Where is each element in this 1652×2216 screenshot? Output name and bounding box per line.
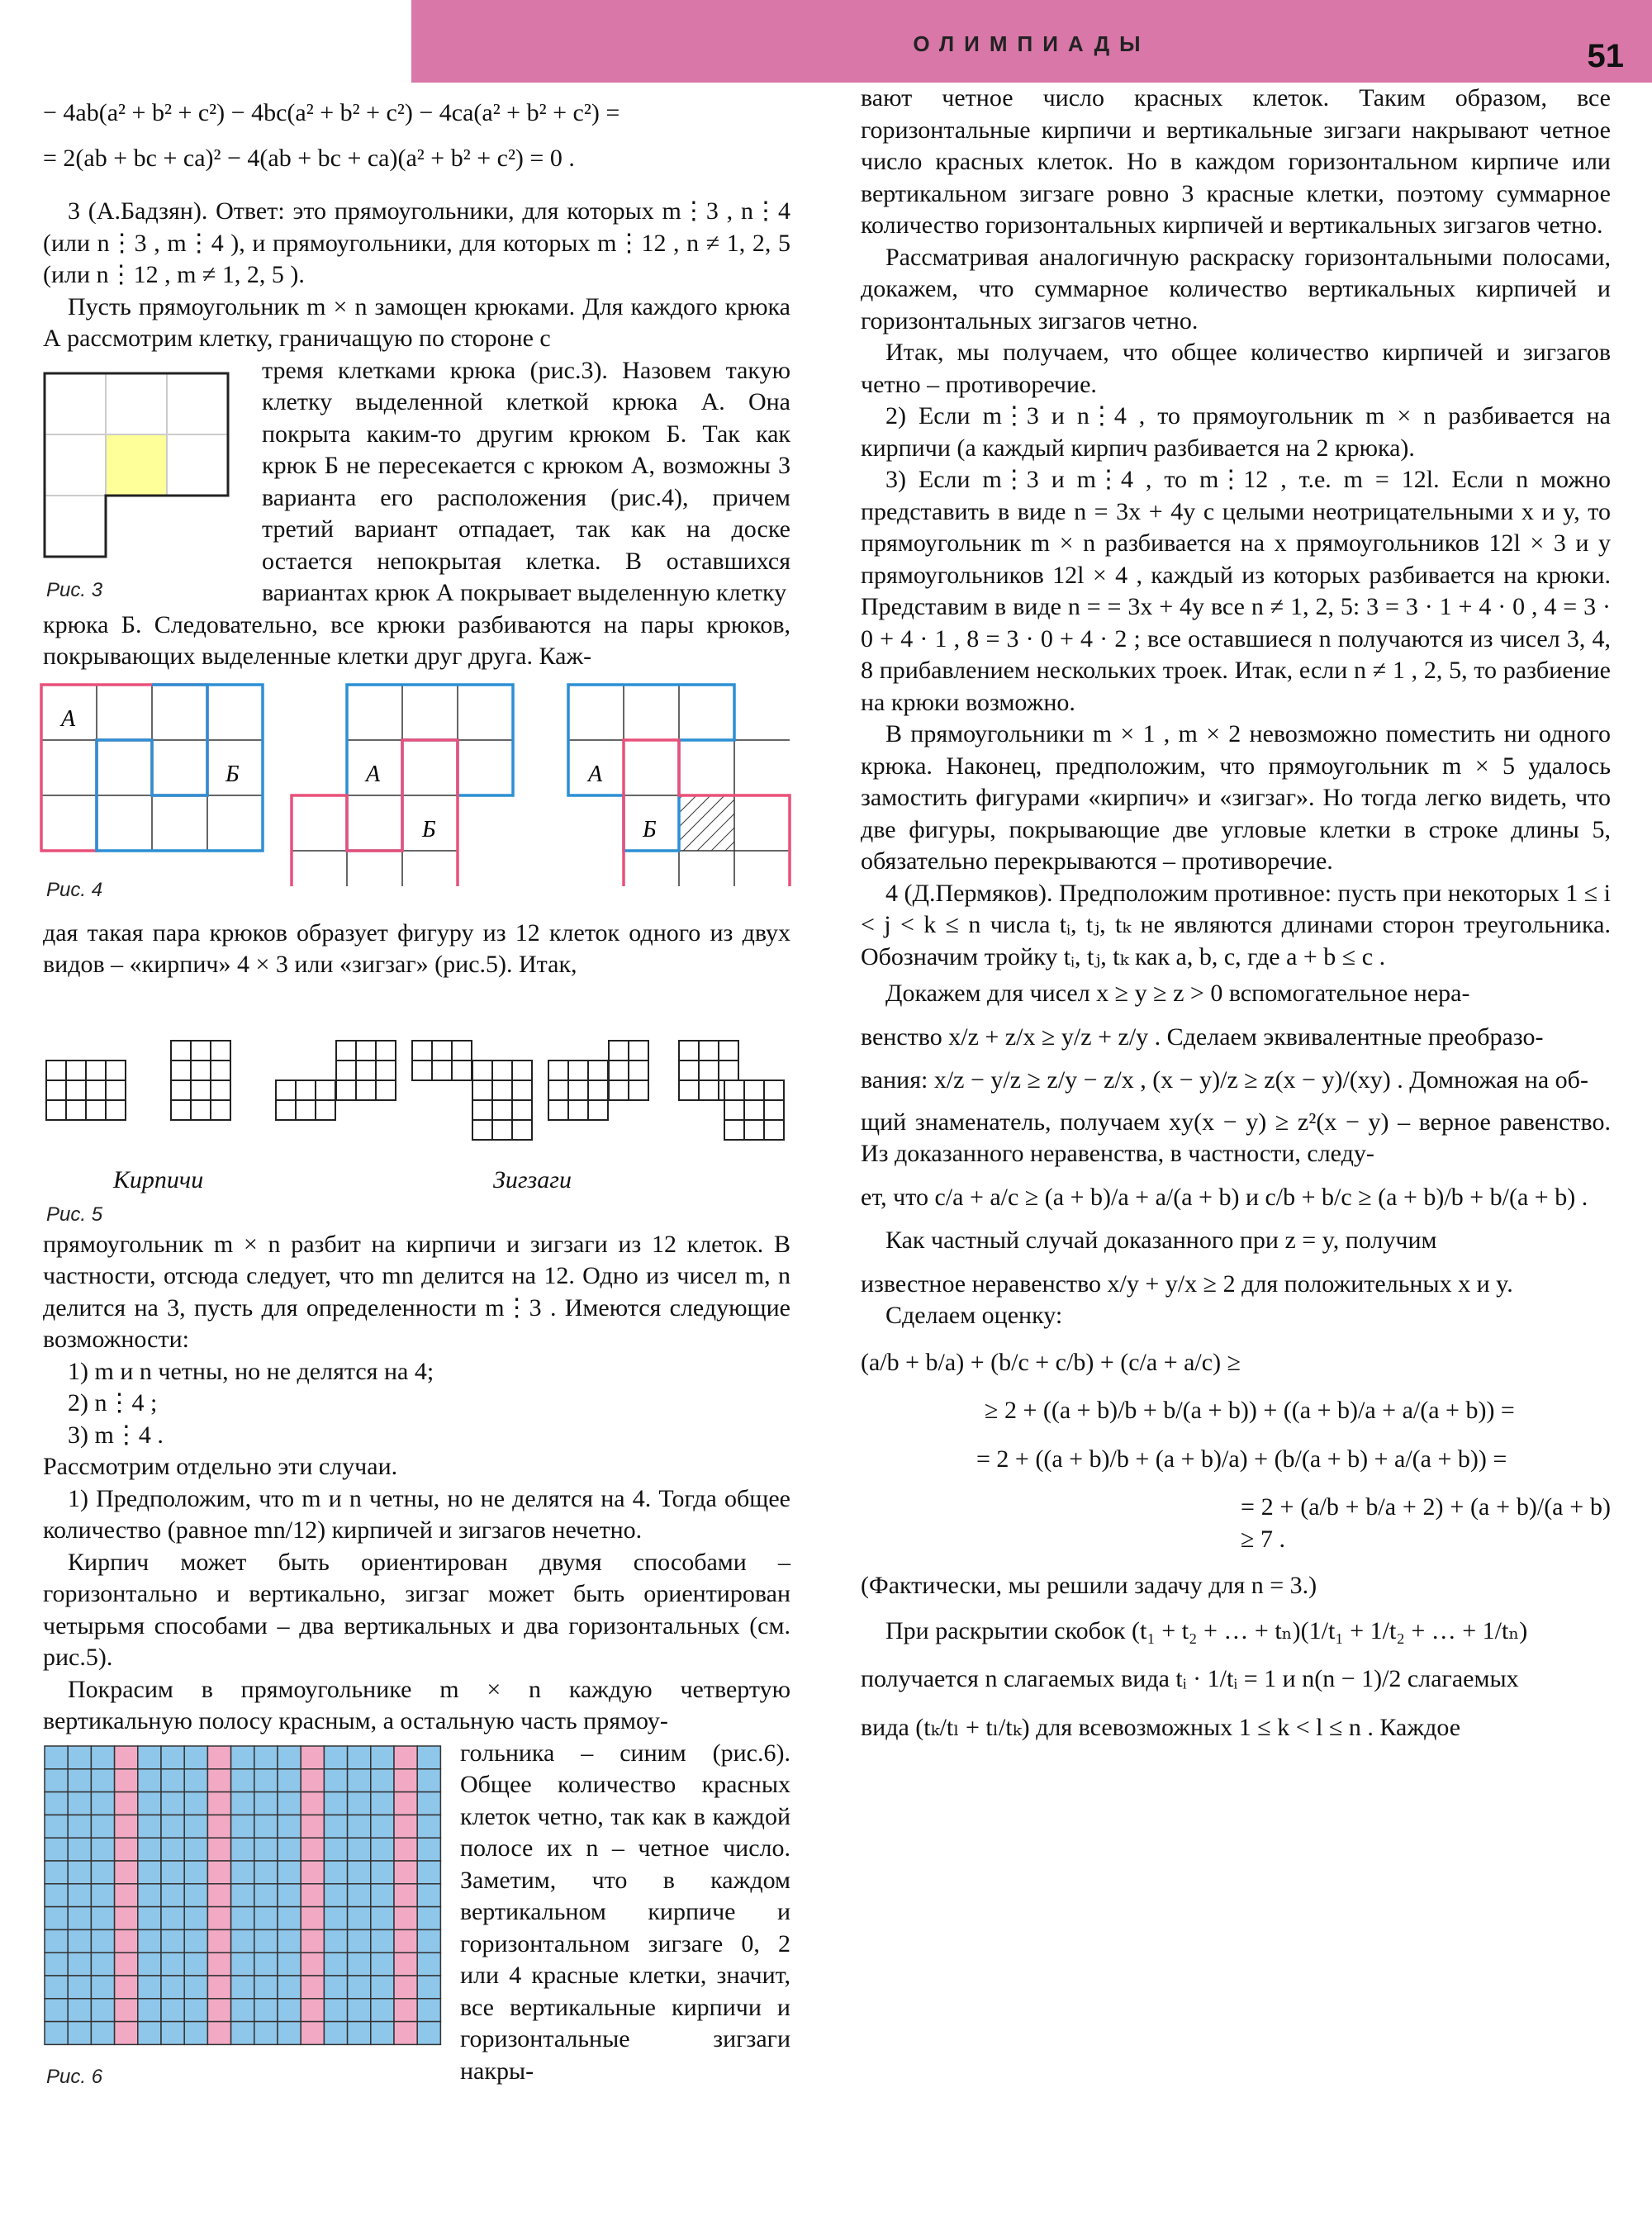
fig4-variant-3 <box>568 685 790 886</box>
fig6-cell <box>417 1861 440 1884</box>
fig6-cell <box>348 1929 371 1953</box>
fig5-zigzag-2a <box>412 1041 472 1080</box>
problem-4-pairs: вида (tₖ/tₗ + tₗ/tₖ) для всевозможных 1 ≤ k < l ≤ n . Каждое <box>861 1713 1461 1741</box>
fig6-cell <box>45 1906 68 1929</box>
fig6-cell <box>394 1906 417 1929</box>
fig6-cell <box>184 1953 207 1976</box>
fig4-label-a2: А <box>366 761 381 787</box>
problem-4-transform: вания: x/z − y/z ≥ z/y − z/x , (x − y)/z ≥ z(x − y)/(xy) . Домножая на об- <box>861 1066 1588 1094</box>
fig6-cell <box>301 1861 324 1884</box>
fig6-cell <box>348 1768 371 1791</box>
fig6-cell <box>91 1791 114 1815</box>
problem-4-expansion: При раскрытии скобок (t₁ + t₂ + … + tₙ)(1/t₁ + 1/t₂ + … + 1/tₙ) <box>885 1616 1528 1644</box>
fig6-cell <box>348 2021 371 2044</box>
fig6-cell <box>91 1746 114 1769</box>
fig6-cell <box>161 1998 184 2021</box>
fig6-caption: Рис. 6 <box>46 2065 103 2088</box>
fig6-cell <box>68 2021 91 2044</box>
fig6-wrap-block <box>43 1738 790 2101</box>
fig6-cell <box>348 1883 371 1906</box>
fig6-cell <box>394 2021 417 2044</box>
fig6-cell <box>394 1929 417 1953</box>
problem-3-text-8: Покрасим в прямоугольнике m × n каждую четвертую вертикальную полосу красным, а остальную часть прямоу- <box>43 1675 790 1734</box>
fig6-cell <box>207 1815 230 1838</box>
fig6-cell <box>278 1791 301 1815</box>
fig6-cell <box>371 1838 394 1861</box>
fig4-label-b2: Б <box>422 816 436 842</box>
fig6-cell <box>371 1861 394 1884</box>
fig6-cell <box>254 1815 278 1838</box>
fig6-cell <box>45 1976 68 1999</box>
fig6-cell <box>207 1768 230 1791</box>
fig6-cell <box>184 1768 207 1791</box>
problem-3-text-6: 1) Предположим, что m и n четны, но не делятся на 4. Тогда общее количество (равное mn/12) кирпичей и зигзагов нечетно. <box>43 1484 790 1544</box>
fig6-cell <box>115 1976 138 1999</box>
fig6-cell <box>68 1791 91 1815</box>
fig6-cell <box>138 1838 161 1861</box>
fig6-cell <box>324 1768 347 1791</box>
fig6-cell <box>68 1976 91 1999</box>
fig6-cell <box>417 1998 440 2021</box>
equation-line-2: = 2(ab + bc + ca)² − 4(ab + bc + ca)(a² + b² + c²) = 0 . <box>43 144 575 172</box>
fig6-cell <box>394 1976 417 1999</box>
fig6-cell <box>184 1976 207 1999</box>
fig6-cell <box>324 1953 347 1976</box>
fig6-cell <box>371 1815 394 1838</box>
fig6-cell <box>91 1906 114 1929</box>
fig6-cell <box>45 1768 68 1791</box>
fig6-cell <box>115 1815 138 1838</box>
fig6-cell <box>91 1768 114 1791</box>
fig6-cell <box>45 1838 68 1861</box>
fig6-cell <box>278 1883 301 1906</box>
fig6-cell <box>115 1838 138 1861</box>
problem-3-answer: 3 (А.Бадзян). Ответ: это прямоугольники, для которых m⋮3 , n⋮4 (или n⋮3 , m⋮4 ), и прямоугольники, для которых m⋮12 , n ≠ 1, 2, 5 (или n⋮12 , m ≠ 1, 2, 5 ). <box>43 197 790 288</box>
fig6-cell <box>254 1768 278 1791</box>
fig6-cell <box>231 1768 254 1791</box>
fig6-cell <box>231 1838 254 1861</box>
estimate-line-4: = 2 + (a/b + b/a + 2) + (a + b)/(a + b) ≥ 7 . <box>1241 1493 1611 1553</box>
fig6-cell <box>161 1768 184 1791</box>
problem-4-common-denom: щий знаменатель, получаем xy(x − y) ≥ z²(x − y) – верное равенство. Из доказанного неравенства, в частности, следу- <box>861 1108 1611 1167</box>
fig6-cell <box>68 1929 91 1953</box>
fig6-cell <box>231 1861 254 1884</box>
problem-4-lemma-ineq: венство x/z + z/x ≥ y/z + z/y . Сделаем эквивалентные преобразо- <box>861 1023 1544 1051</box>
fig6-cell <box>45 1953 68 1976</box>
fig6-cell <box>254 1998 278 2021</box>
fig6-cell <box>184 1791 207 1815</box>
fig6-cell <box>324 1906 347 1929</box>
problem-4-remark: (Фактически, мы решили задачу для n = 3.) <box>861 1572 1317 1599</box>
fig6-cell <box>207 2021 230 2044</box>
fig5-zigzag-3b <box>609 1041 648 1100</box>
fig6-cell <box>394 1883 417 1906</box>
fig5-label-bricks: Кирпичи <box>113 1165 204 1193</box>
estimate-line-1: (a/b + b/a) + (b/c + c/b) + (c/a + a/c) ≥ <box>861 1348 1241 1376</box>
fig6-cell <box>161 1838 184 1861</box>
fig6-cell <box>45 1746 68 1769</box>
fig6-cell <box>184 1998 207 2021</box>
problem-3-text-1: Пусть прямоугольник m × n замощен крюками. Для каждого крюка А рассмотрим клетку, граничащую по стороне с <box>43 292 790 352</box>
fig6-cell <box>91 1883 114 1906</box>
fig6-cell <box>371 1746 394 1769</box>
estimate-heading: Сделаем оценку: <box>885 1302 1063 1329</box>
fig6-cell <box>254 1791 278 1815</box>
fig6-cell <box>417 2021 440 2044</box>
fig6-cell <box>231 1791 254 1815</box>
fig6-cell <box>207 1929 230 1953</box>
fig6-cell <box>301 1953 324 1976</box>
fig3-wrap-block <box>43 355 790 610</box>
fig6-cell <box>417 1953 440 1976</box>
fig6-cell <box>417 1976 440 1999</box>
fig6-cell <box>207 1883 230 1906</box>
fig6-cell <box>115 1906 138 1929</box>
fig6-cell <box>207 1838 230 1861</box>
fig6-cell <box>394 1746 417 1769</box>
fig6-cell <box>138 1883 161 1906</box>
fig6-cell <box>278 1998 301 2021</box>
problem-3-wrap-text: тремя клетками крюка (рис.3). Назовем такую клетку выделенной клеткой крюка А. Она покрыта каким-то другим крюком Б. Так как крюк Б не пересекается с крюком А, возможны 3 варианта его расположения (рис.4), причем третий вариант отпадает, так как на доске остается непокрытая клетка. В оставшихся вариантах крюк А покрывает выделенную клетку <box>262 356 790 606</box>
fig6-cell <box>161 1861 184 1884</box>
uncovered-cell <box>679 795 734 851</box>
problem-3-text-3: дая такая пара крюков образует фигуру из 12 клеток одного из двух видов – «кирпич» 4 × 3 или «зигзаг» (рис.5). Итак, <box>43 918 790 978</box>
problem-4-intro: 4 (Д.Пермяков). Предположим противное: пусть при некоторых 1 ≤ i < j < k ≤ n числа tᵢ, tⱼ, tₖ не являются длинами сторон треугольника. Обозначим тройку tᵢ, tⱼ, tₖ как a, b, c, где a + b ≤ c . <box>861 879 1611 970</box>
case-2: 2) n⋮4 ; <box>68 1389 158 1416</box>
fig6-cell <box>301 1883 324 1906</box>
fig6-cell <box>115 1953 138 1976</box>
fig6-cell <box>91 1861 114 1884</box>
fig6-cell <box>184 1815 207 1838</box>
problem-4-terms: получается n слагаемых вида tᵢ · 1/tᵢ = 1 и n(n − 1)/2 слагаемых <box>861 1665 1519 1692</box>
problem-4-consequence: ет, что c/a + a/c ≥ (a + b)/a + a/(a + b) и c/b + b/c ≥ (a + b)/b + b/(a + b) . <box>861 1183 1588 1211</box>
right-paragraph-4: 2) Если m⋮3 и n⋮4 , то прямоугольник m × n разбивается на кирпичи (а каждый кирпич разбивается на 2 крюка). <box>861 402 1611 462</box>
fig6-cell <box>231 1929 254 1953</box>
fig6-cell <box>45 1883 68 1906</box>
fig6-cell <box>417 1929 440 1953</box>
equation-line-1: − 4ab(a² + b² + c²) − 4bc(a² + b² + c²) − 4ca(a² + b² + c²) = <box>43 99 620 126</box>
fig6-cell <box>278 1746 301 1769</box>
fig6-cell <box>45 1929 68 1953</box>
page-header <box>411 0 1652 83</box>
fig6-cell <box>348 1998 371 2021</box>
fig6-cell <box>231 1883 254 1906</box>
fig6-cell <box>68 1768 91 1791</box>
fig4-label-a3: А <box>588 761 603 787</box>
fig6-cell <box>324 1929 347 1953</box>
right-paragraph-6: В прямоугольники m × 1 , m × 2 невозможно поместить ни одного крюка. Наконец, предположим, что прямоугольник m × 5 удалось замостить фигурами «кирпич» и «зигзаг». Но тогда легко видеть, что две фигуры, покрывающие две угловые клетки в строке длины 5, обязательно перекрываются – противоречие. <box>861 720 1611 875</box>
fig6-cell <box>394 1998 417 2021</box>
fig6-cell <box>68 1906 91 1929</box>
fig6-cell <box>417 1906 440 1929</box>
fig4-block <box>43 673 790 911</box>
fig5-zigzag-3a <box>548 1061 608 1120</box>
fig5-block <box>43 981 790 1229</box>
fig6-cell <box>254 1906 278 1929</box>
fig6-cell <box>324 1815 347 1838</box>
fig6-cell <box>91 1953 114 1976</box>
fig6-cell <box>115 1883 138 1906</box>
fig6-cell <box>68 1838 91 1861</box>
fig5-zigzag-1b <box>336 1041 396 1100</box>
fig3-caption: Рис. 3 <box>46 578 103 601</box>
fig6-cell <box>254 1838 278 1861</box>
fig6-cell <box>115 1998 138 2021</box>
fig6-cell <box>161 1815 184 1838</box>
fig5-brick-horizontal <box>46 1061 126 1120</box>
fig5-caption: Рис. 5 <box>46 1203 103 1226</box>
right-column <box>861 83 1611 1744</box>
fig6-cell <box>207 1953 230 1976</box>
fig6-cell <box>394 1838 417 1861</box>
fig6-cell <box>417 1815 440 1838</box>
fig6-cell <box>161 1953 184 1976</box>
fig6-cell <box>138 1861 161 1884</box>
fig6-cell <box>207 1861 230 1884</box>
fig6-cell <box>207 1976 230 1999</box>
fig6-cell <box>45 1998 68 2021</box>
fig5-label-zigzags: Зигзаги <box>493 1165 572 1193</box>
fig6-cell <box>417 1883 440 1906</box>
fig6-cell <box>115 2021 138 2044</box>
fig6-cell <box>371 1976 394 1999</box>
fig6-cell <box>301 1929 324 1953</box>
fig6-cell <box>91 2021 114 2044</box>
problem-3-text-4: прямоугольник m × n разбит на кирпичи и зигзаги из 12 клеток. В частности, отсюда следует, что mn делится на 12. Одно из чисел m, n делится на 3, пусть для определенности m⋮3 . Имеются следующие возможности: <box>43 1230 790 1353</box>
fig6-cell <box>301 1906 324 1929</box>
fig6-cell <box>394 1791 417 1815</box>
fig6-cell <box>371 1929 394 1953</box>
fig6-cell <box>417 1746 440 1769</box>
fig6-cell <box>301 2021 324 2044</box>
fig6-cell <box>254 1953 278 1976</box>
fig6-cell <box>348 1861 371 1884</box>
fig6-cell <box>348 1838 371 1861</box>
fig6-cell <box>394 1861 417 1884</box>
fig6-cell <box>68 1815 91 1838</box>
fig6-cell <box>324 1883 347 1906</box>
fig5-brick-vertical <box>171 1041 230 1120</box>
fig6-cell <box>138 2021 161 2044</box>
fig4-label-a1: А <box>61 705 76 732</box>
header-title: ОЛИМПИАДЫ <box>913 31 1151 56</box>
fig6-cell <box>91 1838 114 1861</box>
fig6-cell <box>348 1906 371 1929</box>
fig6-cell <box>371 1906 394 1929</box>
fig6-cell <box>138 1746 161 1769</box>
fig6-cell <box>278 1953 301 1976</box>
fig6-cell <box>278 1906 301 1929</box>
fig6-cell <box>91 1976 114 1999</box>
fig6-cell <box>231 1953 254 1976</box>
fig6-cell <box>394 1953 417 1976</box>
fig6-cell <box>278 1838 301 1861</box>
fig6-cell <box>161 1929 184 1953</box>
problem-4-lemma: Докажем для чисел x ≥ y ≥ z > 0 вспомогательное нера- <box>885 980 1470 1007</box>
fig6-cell <box>115 1861 138 1884</box>
fig6-cell <box>348 1791 371 1815</box>
fig6-cell <box>115 1746 138 1769</box>
fig6-cell <box>348 1815 371 1838</box>
fig6-cell <box>231 2021 254 2044</box>
fig6-cell <box>371 2021 394 2044</box>
case-3: 3) m⋮4 . <box>68 1421 164 1449</box>
fig6-cell <box>115 1768 138 1791</box>
fig5-zigzag-1a <box>276 1080 335 1120</box>
fig6-cell <box>278 1768 301 1791</box>
fig4-caption: Рис. 4 <box>46 878 103 901</box>
figure-4 <box>40 680 800 886</box>
fig6-cell <box>184 1929 207 1953</box>
fig4-label-b3: Б <box>643 816 657 842</box>
fig6-cell <box>207 1906 230 1929</box>
fig6-cell <box>161 1791 184 1815</box>
fig6-cell <box>301 1838 324 1861</box>
fig6-cell <box>278 1929 301 1953</box>
fig6-cell <box>348 1976 371 1999</box>
fig6-cell <box>301 1791 324 1815</box>
fig6-cell <box>254 1861 278 1884</box>
fig5-zigzag-2b <box>472 1061 532 1140</box>
fig6-cell <box>45 1861 68 1884</box>
fig5-zigzag-4b <box>724 1080 784 1140</box>
fig6-cell <box>184 2021 207 2044</box>
fig6-cell <box>324 1861 347 1884</box>
fig6-cell <box>371 1791 394 1815</box>
page-number: 51 <box>1587 38 1624 74</box>
estimate-line-2: ≥ 2 + ((a + b)/b + b/(a + b)) + ((a + b)/a + a/(a + b)) = <box>985 1397 1515 1424</box>
fig6-cell <box>115 1791 138 1815</box>
fig6-cell <box>68 1953 91 1976</box>
fig6-cell <box>324 1746 347 1769</box>
fig6-cell <box>417 1791 440 1815</box>
fig6-cell <box>207 1746 230 1769</box>
right-paragraph-3: Итак, мы получаем, что общее количество кирпичей и зигзагов четно – противоречие. <box>861 339 1611 398</box>
fig6-cell <box>231 1906 254 1929</box>
left-column <box>43 83 790 2101</box>
fig6-cell <box>324 1791 347 1815</box>
fig6-cell <box>301 1768 324 1791</box>
fig6-cell <box>231 1998 254 2021</box>
fig4-variant-2 <box>292 685 513 886</box>
fig6-cell <box>254 1976 278 1999</box>
problem-3-text-2: крюка Б. Следовательно, все крюки разбиваются на пары крюков, покрывающих выделенные клетки друг друга. Каж- <box>43 610 790 670</box>
fig6-cell <box>301 1976 324 1999</box>
fig6-cell <box>68 1883 91 1906</box>
fig6-cell <box>138 1953 161 1976</box>
fig6-cell <box>254 1746 278 1769</box>
fig6-cell <box>207 1791 230 1815</box>
figure-5 <box>43 988 790 1178</box>
fig6-cell <box>254 1883 278 1906</box>
fig6-cell <box>138 1998 161 2021</box>
fig6-cell <box>138 1906 161 1929</box>
highlighted-cell <box>106 434 167 496</box>
fig6-cell <box>207 1998 230 2021</box>
fig6-cell <box>371 1768 394 1791</box>
fig6-cell <box>324 1998 347 2021</box>
fig6-cell <box>278 1815 301 1838</box>
fig6-cell <box>45 1791 68 1815</box>
fig6-cell <box>91 1929 114 1953</box>
fig6-cell <box>417 1838 440 1861</box>
right-paragraph-5: 3) Если m⋮3 и m⋮4 , то m⋮12 , т.е. m = 12l. Если n можно представить в виде n = 3x + 4y с целыми неотрицательными x и y, то прямоугольник m × n разбивается на x прямоугольников 12l × 3 и y прямоугольников 12l × 4 , каждый из которых разбивается на крюки. Представим в виде n = = 3x + 4y все n ≠ 1, 2, 5: 3 = 3 · 1 + 4 · 0 , 4 = 3 · 0 + 4 · 1 , 8 = 3 · 0 + 4 · 2 ; все оставшиеся n получаются из чисел 3, 4, 8 прибавлением нескольких троек. Итак, если n ≠ 1 , 2, 5, то разбиение на крюки возможно. <box>861 466 1611 716</box>
fig6-cell <box>394 1768 417 1791</box>
figure-3 <box>43 367 241 573</box>
fig6-cell <box>417 1768 440 1791</box>
fig6-cell <box>278 1861 301 1884</box>
fig4-label-b1: Б <box>225 761 240 787</box>
fig6-cell <box>91 1815 114 1838</box>
fig6-cell <box>371 1998 394 2021</box>
fig6-cell <box>68 1998 91 2021</box>
fig4-variant-1 <box>41 685 263 851</box>
fig6-cell <box>301 1746 324 1769</box>
problem-4-known-ineq: известное неравенство x/y + y/x ≥ 2 для положительных x и y. <box>861 1269 1513 1298</box>
fig6-cell <box>161 1746 184 1769</box>
fig6-cell <box>348 1746 371 1769</box>
fig6-cell <box>324 1838 347 1861</box>
fig6-cell <box>371 1883 394 1906</box>
problem-3-text-5: Рассмотрим отдельно эти случаи. <box>43 1453 398 1480</box>
fig6-cell <box>91 1998 114 2021</box>
fig6-cell <box>231 1815 254 1838</box>
fig6-cell <box>184 1883 207 1906</box>
fig6-cell <box>161 2021 184 2044</box>
fig6-cell <box>184 1746 207 1769</box>
fig6-cell <box>138 1929 161 1953</box>
fig6-cell <box>278 2021 301 2044</box>
fig6-cell <box>115 1929 138 1953</box>
fig6-cell <box>184 1906 207 1929</box>
right-paragraph-1: вают четное число красных клеток. Таким образом, все горизонтальные кирпичи и вертикальные зигзаги накрывают четное число красных клеток. Но в каждом горизонтальном кирпиче или вертикальном зигзаге ровно 3 красные клетки, поэтому суммарное количество горизонтальных кирпичей и вертикальных зигзагов четно. <box>861 84 1611 239</box>
case-1: 1) m и n четны, но не делятся на 4; <box>68 1357 434 1385</box>
fig6-cell <box>138 1976 161 1999</box>
fig6-cell <box>184 1861 207 1884</box>
fig6-cell <box>161 1906 184 1929</box>
fig6-cell <box>45 1815 68 1838</box>
fig6-cell <box>184 1838 207 1861</box>
fig6-cell <box>254 1929 278 1953</box>
estimate-line-3: = 2 + ((a + b)/b + (a + b)/a) + (b/(a + b) + a/(a + b)) = <box>976 1445 1507 1473</box>
fig6-cell <box>324 2021 347 2044</box>
fig6-cell <box>301 1998 324 2021</box>
fig6-cell <box>138 1768 161 1791</box>
fig6-cell <box>231 1746 254 1769</box>
problem-3-text-7: Кирпич может быть ориентирован двумя способами – горизонтально и вертикально, зигзаг может быть ориентирован четырьмя способами – два вертикальных и два горизонтальных (см. рис.5). <box>43 1548 790 1671</box>
fig6-cell <box>138 1791 161 1815</box>
fig6-cell <box>161 1976 184 1999</box>
fig6-cell <box>68 1861 91 1884</box>
fig6-cell <box>45 2021 68 2044</box>
fig6-cell <box>394 1815 417 1838</box>
problem-3-wrap-text-6: гольника – синим (рис.6). Общее количество красных клеток четно, так как в каждой полосе их n – четное число. Заметим, что в каждом вертикальном кирпиче и горизонтальном зигзаге 0, 2 или 4 красные клетки, значит, все вертикальные кирпичи и горизонтальные зигзаги накры- <box>460 1739 790 2085</box>
figure-6 <box>43 1744 444 2050</box>
fig6-cell <box>278 1976 301 1999</box>
problem-4-special-case: Как частный случай доказанного при z = y, получим <box>885 1227 1437 1254</box>
fig6-cell <box>301 1815 324 1838</box>
fig6-cell <box>161 1883 184 1906</box>
fig6-cell <box>324 1976 347 1999</box>
fig6-cell <box>348 1953 371 1976</box>
fig6-cell <box>254 2021 278 2044</box>
fig6-cell <box>231 1976 254 1999</box>
fig6-cell <box>371 1953 394 1976</box>
fig6-cell <box>68 1746 91 1769</box>
fig6-cell <box>138 1815 161 1838</box>
right-paragraph-2: Рассматривая аналогичную раскраску горизонтальными полосами, докажем, что суммарное количество вертикальных кирпичей и горизонтальных зигзагов четно. <box>861 243 1611 335</box>
